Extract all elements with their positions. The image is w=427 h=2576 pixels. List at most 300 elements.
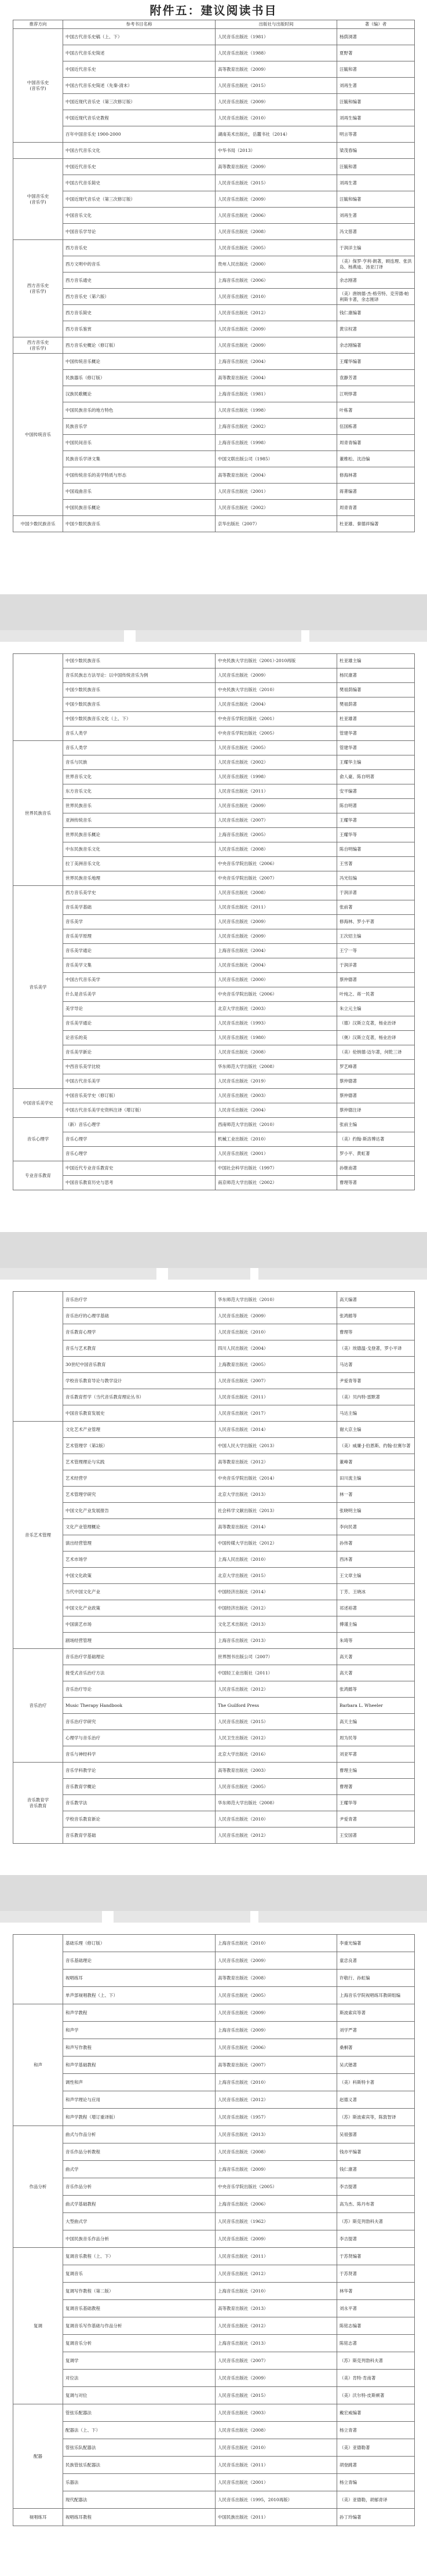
author-cell: 余志刚编著 [337,337,415,354]
book-title-cell: 心理学与音乐治疗 [63,1730,216,1746]
book-title-cell: 复调音乐 [63,2265,216,2283]
publisher-cell: 华东师范大学出版社（2008） [216,1795,337,1811]
author-cell: 陈铭志编著 [337,2317,415,2335]
publisher-cell: 人民音乐出版社（2005） [216,1779,337,1795]
author-cell: 曹理等著 [337,1176,415,1190]
author-cell: 王雪著 [337,857,415,871]
category-cell: 音乐教育学 音乐教育 [13,1763,63,1844]
publisher-cell: 人民音乐出版社（2000） [216,973,337,987]
table-row [13,386,415,402]
table-row [13,1454,415,1470]
author-cell: 杜亚雄著 [337,712,415,726]
table-row [13,2057,415,2074]
publisher-cell: 上海音乐出版社（2010） [216,1935,337,1952]
publisher-cell: 京华出版社（2007） [216,516,337,532]
table-row [13,1763,415,1779]
author-cell: 杜亚雄、秦德祥编著 [337,516,415,532]
table-row [13,516,415,532]
book-title-cell: 调性和声 [63,2074,216,2091]
publisher-cell: 人民音乐出版社（2014） [216,1422,337,1438]
reading-list-table [13,20,415,532]
table-row [13,1970,415,1987]
table-row [13,2283,415,2300]
book-title-cell: 拉丁美洲音乐文化 [63,857,216,871]
table-row [13,1389,415,1405]
book-title-cell: 音乐与民族 [63,755,216,770]
author-cell: （美）贝内特·雷默著 [337,1389,415,1405]
publisher-cell: 上海音乐出版社（2002） [216,419,337,435]
book-title-cell: 中国音乐教育历史与思考 [63,1176,216,1190]
publisher-cell: 北京大学出版社（2003） [216,1002,337,1016]
book-title-cell: 和声学理论与应用 [63,2091,216,2109]
author-cell: 于苏贤著 [337,2265,415,2283]
book-title-cell: 音乐美学通论 [63,1016,216,1031]
document-page-2 [0,630,427,1232]
book-title-cell: 管弦乐配器法 [63,2404,216,2422]
table-row [13,1357,415,1373]
author-cell: 高天编著 [337,1292,415,1308]
table-row [13,1324,415,1340]
category-cell [13,1935,63,2004]
book-title-cell: 音乐作品分析 [63,2178,216,2196]
page-top-strip [0,1268,427,1280]
publisher-cell: 人民音乐出版社（2012） [216,1681,337,1698]
book-title-cell: 音乐教学法 [63,1795,216,1811]
publisher-cell: 人民音乐出版社（2009） [216,321,337,337]
book-title-cell: 音乐教育心理学 [63,1324,216,1340]
table-row [13,1633,415,1649]
author-cell: 胡登跳著 [337,2457,415,2474]
publisher-cell: 上海音乐出版社（2009） [216,2022,337,2039]
table-row [13,2387,415,2404]
table-row [13,2213,415,2230]
table-row [13,1568,415,1584]
book-title-cell: 中国近现代音乐史（第三次修订版） [63,191,216,208]
author-cell: （美）肯特·肯南著 [337,2370,415,2387]
publisher-cell: 华东师范大学出版社（2010） [216,1292,337,1308]
table-row [13,1616,415,1633]
category-cell: 中国音乐史 (音乐学) [13,159,63,240]
book-title-cell: 和声写作教程 [63,2039,216,2057]
publisher-cell: 中央音乐学院出版社（2005） [216,2178,337,2196]
book-title-cell: 和声学 [63,2022,216,2039]
book-title-cell: 美学导论 [63,1002,216,1016]
table-row [13,451,415,467]
category-cell: 世界民族音乐 [13,741,63,886]
publisher-cell: 中央音乐学院出版社（2005） [216,726,337,741]
publisher-cell: 人民音乐出版社（2008） [216,2143,337,2161]
book-title-cell: 学校音乐教育导论与教学设计 [63,1373,216,1389]
book-title-cell: 当代中国文化产业 [63,1584,216,1600]
table-row [13,1665,415,1681]
author-cell: 高天著 [337,1665,415,1681]
publisher-cell: 中国经济出版社（2012） [216,1600,337,1616]
category-cell: 音乐艺术管理 [13,1422,63,1649]
table-row [13,1060,415,1074]
table-row [13,2091,415,2109]
book-title-cell: 大型曲式学 [63,2213,216,2230]
table-row [13,256,415,273]
category-cell [13,1292,63,1422]
table-row [13,1176,415,1190]
publisher-cell: 人民音乐出版社（2009） [216,191,337,208]
author-cell: 修海林著 [337,467,415,484]
table-row [13,2126,415,2143]
table-row [13,770,415,784]
author-cell: 李重光编著 [337,1935,415,1952]
author-cell: 张前主编 [337,1118,415,1132]
publisher-cell: 人民音乐出版社（2004） [216,697,337,712]
publisher-cell: 高等教育出版社（2003） [216,1763,337,1779]
author-cell: （奥）汉斯立克著，杨业治译 [337,1031,415,1045]
publisher-cell: 中国轻工业出版社（2011） [216,1665,337,1681]
publisher-cell: 人民音乐出版社（2009） [216,2004,337,2022]
category-cell [13,654,63,741]
document-page-3 [0,1268,427,1875]
book-title-cell: 中国近代音乐史 [63,159,216,175]
book-title-cell: 西方文明中的音乐 [63,256,216,273]
author-cell: 杨立青著 [337,2422,415,2439]
book-title-cell: 世界民族音乐 [63,799,216,813]
table-row [13,1405,415,1422]
publisher-cell: 高等教育出版社（2013） [216,2300,337,2317]
publisher-cell: 人民音乐出版社（2011） [216,2248,337,2265]
author-cell: 钱仁康著 [337,2161,415,2178]
table-row [13,1422,415,1438]
author-cell: 罗小平、黄虹著 [337,1147,415,1161]
book-title-cell: 民族音乐学译文集 [63,451,216,467]
publisher-cell: 中央民族大学出版社（2010） [216,683,337,697]
author-cell: 朱立元主编 [337,1002,415,1016]
publisher-cell: 中央音乐学院出版社（2014） [216,1470,337,1487]
book-title-cell: 西方音乐鉴赏 [63,321,216,337]
author-cell: 罗艺峰著 [337,1060,415,1074]
publisher-cell: 上海音乐出版社（2010） [216,2283,337,2300]
publisher-cell: 北京大学出版社（2013） [216,1487,337,1503]
table-row [13,61,415,78]
publisher-cell: 人民音乐出版社（2006） [216,208,337,224]
publisher-cell: 人民音乐出版社（2010） [216,1324,337,1340]
table-row [13,2074,415,2091]
table-row [13,2422,415,2439]
publisher-cell: 人民音乐出版社（2009） [216,2230,337,2248]
category-cell: 音乐治疗 [13,1649,63,1763]
book-title-cell: 中国演艺市场 [63,1616,216,1633]
book-title-cell: 音乐治疗学 [63,1292,216,1308]
author-cell: 尹爱青等著 [337,1373,415,1389]
table-row [13,1698,415,1714]
book-title-cell: 音乐教育学概论 [63,1779,216,1795]
table-row [13,1308,415,1324]
book-title-cell: 音乐人类学 [63,726,216,741]
table-row [13,1118,415,1132]
author-cell: 刘再生著 [337,175,415,191]
publisher-cell: 人民音乐出版社（2010） [216,110,337,126]
table-row [13,741,415,755]
book-title-cell: 复调音乐教程（上、下） [63,2248,216,2265]
author-cell: 叶栋著 [337,402,415,419]
table-body [13,1292,415,1844]
publisher-cell: 中央民族大学出版社（2001）·2010再版 [216,654,337,668]
book-title-cell: 演出经营管理 [63,1535,216,1552]
publisher-cell: 人民音乐出版社（2011） [216,900,337,915]
document-page-4 [0,1911,427,2576]
publisher-cell: 高等教育出版社（2007） [216,2057,337,2074]
book-title-cell: 30世纪中国音乐教育 [63,1357,216,1373]
author-cell: 于润洋主编 [337,240,415,256]
table-row [13,784,415,799]
author-cell: 张前著 [337,900,415,915]
book-title-cell: 中国文化产业政策 [63,1600,216,1616]
author-cell: 李吉提著 [337,2230,415,2248]
author-cell: 余志刚著 [337,273,415,289]
author-cell: 刘学严著 [337,2022,415,2039]
book-title-cell: 中国民间音乐 [63,435,216,451]
author-cell: 董维松、沈洽编 [337,451,415,467]
category-cell: 西方音乐史 (音乐学) [13,337,63,354]
book-title-cell: 艺术管理学（第2版） [63,1438,216,1454]
book-title-cell: Music Therapy Handbook [63,1698,216,1714]
author-cell: 汪毓和著 [337,61,415,78]
publisher-cell: 人民音乐出版社（1957） [216,2109,337,2126]
author-cell: （苏）斯克列勃科夫著 [337,2213,415,2230]
publisher-cell: 中国人民大学出版社（2013） [216,1438,337,1454]
publisher-cell: 人民音乐出版社（2008） [216,842,337,857]
publisher-cell: 高等教育出版社（2014） [216,1519,337,1535]
publisher-cell: 人民音乐出版社（2009） [216,337,337,354]
table-row [13,2457,415,2474]
table-row [13,1147,415,1161]
publisher-cell: 人民音乐出版社（2005） [216,240,337,256]
table-row [13,2196,415,2213]
table-row [13,2509,415,2526]
publisher-cell: 高等教育出版社（2008） [216,1970,337,1987]
book-title-cell: 音乐与神经科学 [63,1746,216,1763]
publisher-cell: 人民音乐出版社（1980） [216,1031,337,1045]
publisher-cell: 人民音乐出版社（2017） [216,1405,337,1422]
table-row [13,2317,415,2335]
book-title-cell: 什么是音乐美学 [63,987,216,1002]
table-row [13,2039,415,2057]
book-title-cell: 中国古代音乐美学 [63,1074,216,1089]
book-title-cell: 世界音乐文化 [63,770,216,784]
category-cell: 配器 [13,2404,63,2509]
table-row [13,1649,415,1665]
publisher-cell: 人民音乐出版社（2004） [216,1103,337,1118]
author-cell: 赵德义著 [337,2091,415,2109]
author-cell: 蔡仲德著 [337,973,415,987]
author-cell: 李吉提著 [337,2178,415,2196]
document-page-1 [0,0,427,594]
publisher-cell: 人民音乐出版社（1962） [216,2213,337,2230]
author-cell: （美）科斯特卡著 [337,2074,415,2091]
author-cell: Barbara L. Wheeler [337,1698,415,1714]
book-title-cell: 中国文化政策 [63,1568,216,1584]
book-title-cell: 剧场经营管理 [63,1633,216,1649]
table-row [13,419,415,435]
table-row [13,668,415,683]
publisher-cell: 人民音乐出版社（2019） [216,1074,337,1089]
publisher-cell: 人民音乐出版社（2011） [216,784,337,799]
publisher-cell: 人民音乐出版社（2002） [216,755,337,770]
table-row [13,2404,415,2422]
table-row [13,289,415,305]
book-title-cell: 中国民族音乐概论 [63,500,216,516]
author-cell: 黄宗权著 [337,321,415,337]
book-title-cell: 中西音乐美学比较 [63,1060,216,1074]
publisher-cell: 人民音乐出版社（2007） [216,813,337,828]
book-title-cell: 音乐心理学 [63,1147,216,1161]
book-title-cell: 音乐美学通论 [63,944,216,958]
table-body [13,29,415,532]
author-cell: 王耀华编著 [337,354,415,370]
book-title-cell: 中国音乐文化 [63,208,216,224]
publisher-cell: 人民音乐出版社（2012） [216,305,337,321]
publisher-cell: 世界图书出版公司（2007） [216,1649,337,1665]
book-title-cell: 复调与对位 [63,2387,216,2404]
category-cell: 中国音乐美学史 [13,1089,63,1118]
category-cell: 中国音乐史 (音乐学) [13,29,63,143]
book-title-cell: 西方音乐通史 [63,273,216,289]
table-row [13,2248,415,2265]
author-cell: （德）汉斯立克著，杨业治译 [337,1016,415,1031]
table-row [13,2004,415,2022]
book-title-cell: 东方音乐文化 [63,784,216,799]
book-title-cell: 音乐民族志方法导论：以中国传统音乐为例 [63,668,216,683]
author-cell: （苏）斯克列勃科夫著 [337,2352,415,2370]
book-title-cell: 曲式与作品分析 [63,2126,216,2143]
book-title-cell: 民族器乐（修订版） [63,370,216,386]
book-title-cell: 和声学基础教程 [63,2057,216,2074]
book-title-cell: 音乐治疗导论 [63,1681,216,1698]
book-title-cell: 中国古代音乐美学史资料注译（增订版） [63,1103,216,1118]
table-row [13,755,415,770]
reading-list-table [13,653,415,1190]
publisher-cell: 人民音乐出版社（2008） [216,1045,337,1060]
publisher-cell: 高等教育出版社（2009） [216,61,337,78]
author-cell: 曹理主编 [337,1763,415,1779]
author-cell: 陈自明编著 [337,842,415,857]
book-title-cell: 艺术市场学 [63,1552,216,1568]
table-row [13,1730,415,1746]
category-cell: 中国传统音乐 [13,354,63,516]
table-row [13,697,415,712]
publisher-cell: 贵州人民出版社（2000） [216,256,337,273]
publisher-cell: 四川人民出版社（2004） [216,1340,337,1357]
reading-list-table [13,1934,415,2526]
author-cell: 王耀华主编 [337,755,415,770]
author-cell: 张鸿懿等 [337,1308,415,1324]
author-cell: 田川流主编 [337,1470,415,1487]
author-cell: 丁芳、王晓冰 [337,1584,415,1600]
header-book: 参考书目名称 [63,20,216,29]
table-row [13,1779,415,1795]
table-row [13,900,415,915]
table-row [13,1074,415,1089]
author-cell: （苏）斯波索宾等，陈敦智译 [337,2109,415,2126]
publisher-cell: 人民音乐出版社（2010） [216,1811,337,1827]
table-row [13,828,415,842]
book-title-cell: 中国戏曲音乐 [63,484,216,500]
publisher-cell: 上海音乐出版社（2013） [216,1633,337,1649]
publisher-cell: 中国社会科学出版社（1997） [216,1161,337,1176]
book-title-cell: 西方音乐史 [63,240,216,256]
book-title-cell: 中国音乐美学史（修订版） [63,1089,216,1103]
table-row [13,1438,415,1454]
table-row [13,2178,415,2196]
header-direction: 推荐方向 [13,20,63,29]
author-cell: 傅谨主编 [337,1616,415,1633]
book-title-cell: 曲式学 [63,2161,216,2178]
author-cell: 于润洋著 [337,958,415,973]
book-title-cell: 音乐人类学 [63,741,216,755]
book-title-cell: 管弦乐队配器法 [63,2439,216,2457]
author-cell: 伍国栋著 [337,419,415,435]
book-title-cell: 学校音乐教育新论 [63,1811,216,1827]
table-row [13,2474,415,2491]
author-cell: 尹爱青著 [337,1811,415,1827]
book-title-cell: 中国近现代音乐史（第三次修订版） [63,94,216,110]
publisher-cell: 人民音乐出版社（2013） [216,2126,337,2143]
table-row [13,1016,415,1031]
publisher-cell: 人民音乐出版社（2015） [216,78,337,94]
book-title-cell: 西方音乐简史 [63,305,216,321]
author-cell: 张鸿懿等 [337,1681,415,1698]
book-title-cell: 音乐美学新论 [63,1045,216,1060]
table-row [13,813,415,828]
table-row [13,1584,415,1600]
book-title-cell: 亚洲传统音乐 [63,813,216,828]
author-cell: 陈自明著 [337,799,415,813]
table-row [13,175,415,191]
author-cell: 戴宏威编著 [337,2404,415,2422]
author-cell: 刘再生编著 [337,110,415,126]
author-cell: 修海林、罗小平著 [337,915,415,929]
publisher-cell: 人民音乐出版社（2007） [216,2352,337,2370]
book-title-cell: 现代配器法 [63,2491,216,2509]
author-cell: 许敬行、孙虹编 [337,1970,415,1987]
publisher-cell: 人民音乐出版社（2011） [216,1389,337,1405]
author-cell: 管建华著 [337,726,415,741]
publisher-cell: 人民音乐出版社（2003） [216,2404,337,2422]
publisher-cell: 人民音乐出版社（2009） [216,799,337,813]
table-row [13,208,415,224]
table-row [13,842,415,857]
book-title-cell: 中国少数民族音乐 [63,697,216,712]
publisher-cell: 人民音乐出版社（2011） [216,2457,337,2474]
book-title-cell: 中国少数民族音乐 [63,683,216,697]
book-title-cell: 中国音乐学导论 [63,224,216,240]
table-row [13,1987,415,2004]
author-cell: 上海音乐学院视唱练耳教研组编 [337,1987,415,2004]
publisher-cell: 高等教育出版社（2004） [216,467,337,484]
author-cell: 吴祖强著 [337,2126,415,2143]
table-row [13,2491,415,2509]
book-title-cell: 和声学教程 [63,2004,216,2022]
publisher-cell: 人民音乐出版社（2012） [216,1827,337,1844]
author-cell: 周为民等 [337,1730,415,1746]
author-cell: 樊祖荫著 [337,697,415,712]
publisher-cell: 人民音乐出版社（2009） [216,668,337,683]
publisher-cell: 人民音乐出版社（2007） [216,1373,337,1389]
publisher-cell: 高等教育出版社（2009） [216,159,337,175]
table-row [13,305,415,321]
header-author: 著（编）者 [337,20,415,29]
table-row [13,337,415,354]
table-row [13,94,415,110]
table-row [13,857,415,871]
book-title-cell: 基础乐理（修订版） [63,1935,216,1952]
